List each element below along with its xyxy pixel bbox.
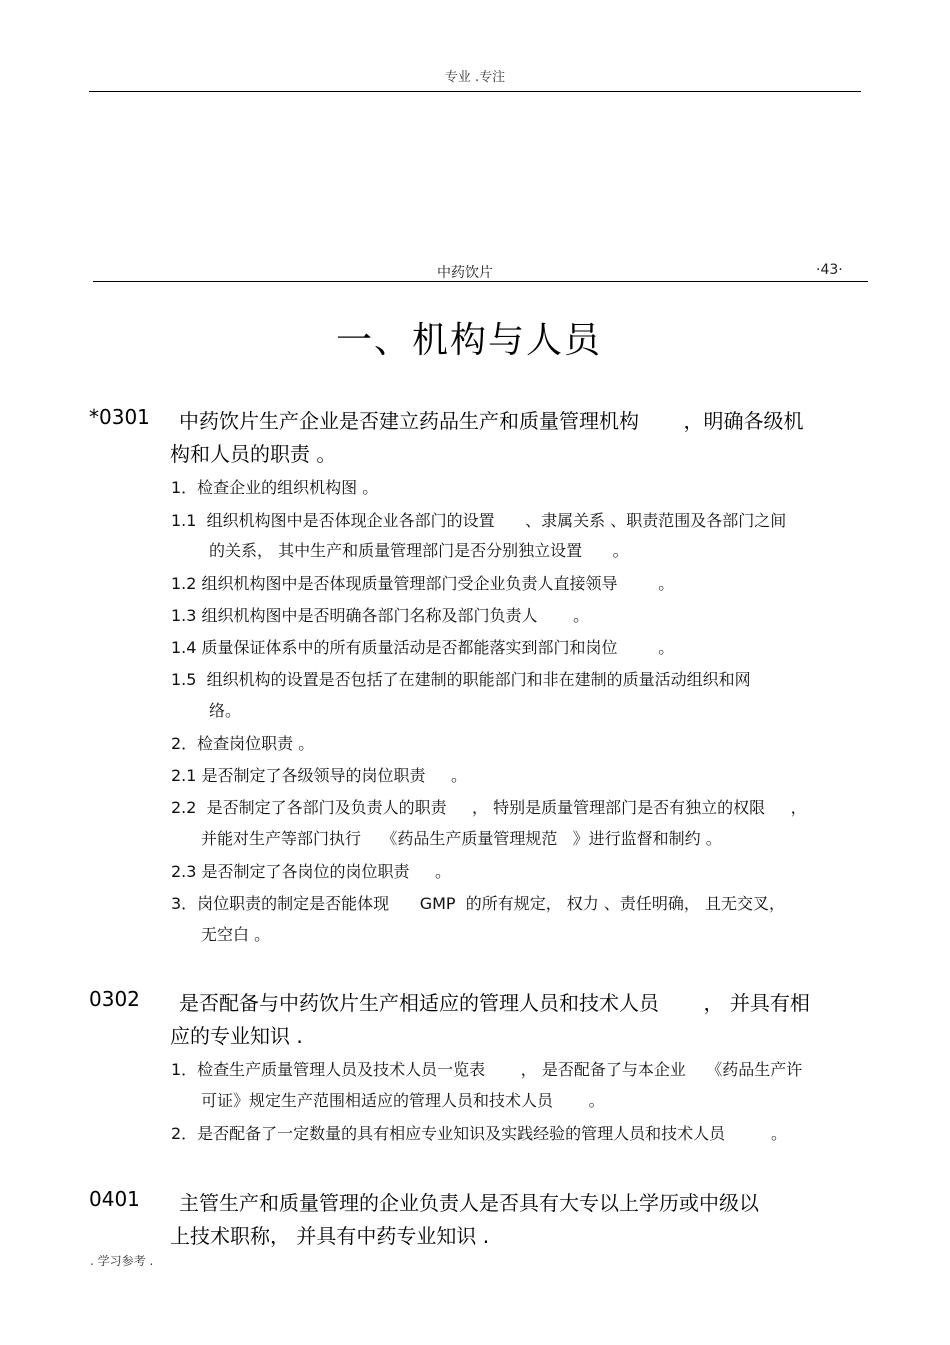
check-line: 络。: [209, 701, 242, 720]
check-line: 可证》规定生产范围相适应的管理人员和技术人员 。: [201, 1091, 605, 1110]
page-number: ·43·: [816, 262, 843, 278]
check-line: 1.1 组织机构图中是否体现企业各部门的设置 、隶属关系 、职责范围及各部门之间: [171, 511, 787, 530]
item-code: 0401: [89, 1187, 140, 1211]
sub-header-rule: [93, 281, 868, 282]
item-code: *0301: [89, 405, 150, 429]
top-header: 专业 .专注: [444, 70, 506, 85]
check-line: 1.3 组织机构图中是否明确各部门名称及部门负责人 。: [171, 606, 590, 625]
check-line: 1．检查企业的组织机构图 。: [171, 478, 379, 497]
check-line: 无空白 。: [201, 925, 271, 944]
item-title-line: 应的专业知识 .: [170, 1024, 303, 1048]
check-line: 3．岗位职责的制定是否能体现 GMP 的所有规定， 权力 、责任明确， 且无交叉，: [171, 894, 785, 913]
check-line: 2．是否配备了一定数量的具有相应专业知识及实践经验的管理人员和技术人员 。: [171, 1124, 787, 1143]
sub-header-title: 中药饮片: [437, 265, 493, 281]
check-line: 2.3 是否制定了各岗位的岗位职责 。: [171, 862, 451, 881]
check-line: 1.4 质量保证体系中的所有质量活动是否都能落实到部门和岗位 。: [171, 638, 675, 657]
check-line: 1.5 组织机构的设置是否包括了在建制的职能部门和非在建制的质量活动组织和网: [171, 670, 751, 689]
item-title-line: 中药饮片生产企业是否建立药品生产和质量管理机构 ，明确各级机: [179, 409, 804, 433]
check-line: 并能对生产等部门执行 《药品生产质量管理规范 》进行监督和制约 。: [201, 829, 722, 848]
item-title-line: 是否配备与中药饮片生产相适应的管理人员和技术人员 ， 并具有相: [179, 991, 810, 1015]
check-line: 的关系， 其中生产和质量管理部门是否分别独立设置 。: [209, 541, 629, 560]
check-line: 2.2 是否制定了各部门及负责人的职责 ， 特别是质量管理部门是否有独立的权限 ，: [171, 798, 807, 817]
item-title-line: 上技术职称， 并具有中药专业知识 .: [170, 1224, 490, 1248]
check-line: 1．检查生产质量管理人员及技术人员一览表 ， 是否配备了与本企业 《药品生产许: [171, 1060, 803, 1079]
check-line: 2.1 是否制定了各级领导的岗位职责 。: [171, 766, 467, 785]
footer: . 学习参考 .: [90, 1254, 154, 1268]
header-rule: [89, 91, 861, 92]
item-title-line: 构和人员的职责 。: [170, 442, 337, 466]
check-line: 2．检查岗位职责 。: [171, 734, 315, 753]
item-code: 0302: [89, 987, 140, 1011]
item-title-line: 主管生产和质量管理的企业负责人是否具有大专以上学历或中级以: [179, 1191, 759, 1215]
chapter-title: 一、机构与人员: [335, 320, 602, 361]
check-line: 1.2 组织机构图中是否体现质量管理部门受企业负责人直接领导 。: [171, 574, 675, 593]
